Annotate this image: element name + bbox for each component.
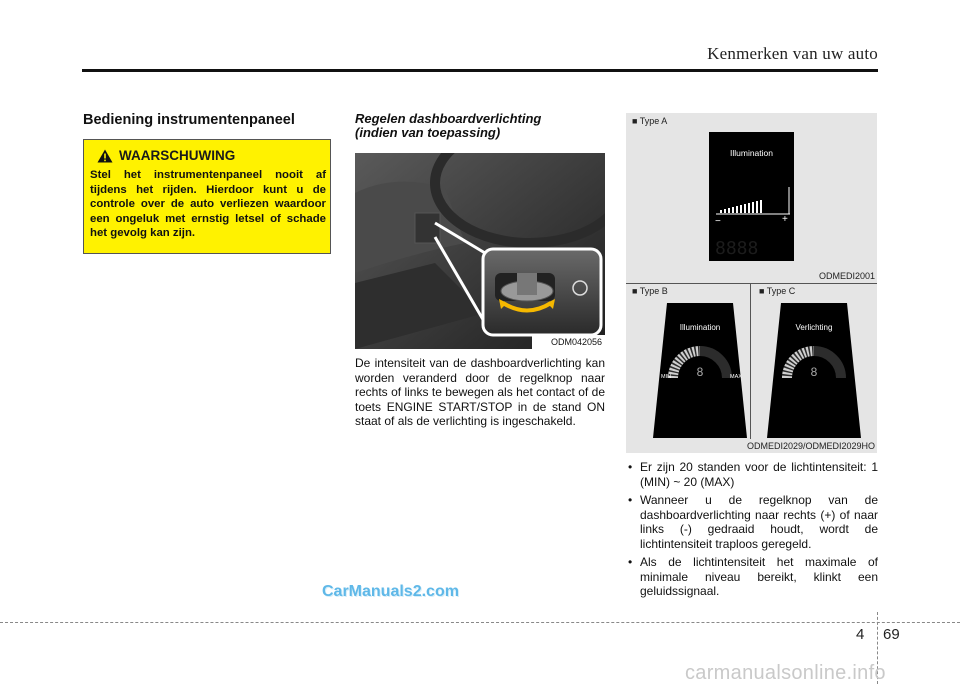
display-b-min: MIN <box>661 374 672 380</box>
dashboard-photo <box>355 153 605 349</box>
type-illustrations-panel <box>626 113 877 453</box>
bullet-list <box>626 460 878 603</box>
warning-heading <box>97 148 235 163</box>
header-rule <box>82 69 878 72</box>
type-b-label: ■ Type B <box>632 286 668 296</box>
subsection-body: De intensiteit van de dashboardverlichting kan worden veranderd door de regelknop naar rechts of links te bewegen als het contact of de toets ENGINE START/STOP in de stand ON staat of als de verlichting is ingeschakeld. <box>355 356 605 429</box>
display-b-label: Illumination <box>679 323 721 332</box>
type-a-label: ■ Type A <box>632 116 668 126</box>
subsection-title-line2: (indien van toepassing) <box>355 125 501 140</box>
display-type-b <box>653 303 747 438</box>
display-type-a <box>709 132 794 261</box>
list-item: • Wanneer u de regelknop van de dashboardverlichting naar rechts (+) of naar links (-) gedraaid houdt, wordt de lichtintensiteit traploos geregeld. <box>626 493 878 551</box>
digit-background-icon <box>715 236 789 258</box>
page-number: 69 <box>883 626 900 643</box>
warning-title: WAARSCHUWING <box>119 148 236 163</box>
warning-text: Stel het instrumentenpaneel nooit af tijdens het rijden. Hierdoor kunt u de controle over de auto verliezen waardoor een ongeluk met ernstig letsel of schade het gevolg kan zijn. <box>90 169 326 240</box>
watermark-link[interactable]: CarManuals2.com <box>322 583 459 600</box>
footer-url-link[interactable]: carmanualsonline.info <box>685 662 886 684</box>
display-c-label: Verlichting <box>795 323 833 332</box>
display-type-c <box>767 303 861 438</box>
warning-box <box>83 139 331 254</box>
list-item: • Als de lichtintensiteit het maximale of minimale niveau bereikt, klinkt een geluidssignaal. <box>626 555 878 599</box>
type-bc-caption: ODMEDI2029/ODMEDI2029HO <box>746 441 875 451</box>
dashboard-illustration <box>355 153 605 349</box>
display-b-max: MAX <box>730 374 742 380</box>
warning-triangle-icon <box>97 149 113 163</box>
type-a-caption: ODMEDI2001 <box>818 271 875 281</box>
panel-vertical-divider <box>750 284 751 439</box>
display-a-plus: + <box>782 214 788 225</box>
display-a-label: Illumination <box>730 148 773 158</box>
photo-caption: ODM042056 <box>532 335 605 349</box>
type-c-label: ■ Type C <box>759 286 796 296</box>
chapter-number: 4 <box>856 626 865 643</box>
display-a-minus: − <box>715 216 721 227</box>
section-title: Bediening instrumentenpaneel <box>83 112 295 128</box>
display-b-value: 8 <box>696 365 704 379</box>
svg-text:8888: 8888 <box>715 238 759 258</box>
display-c-value: 8 <box>810 365 818 379</box>
subsection-title-line1: Regelen dashboardverlichting <box>355 111 542 126</box>
panel-divider <box>626 283 877 284</box>
footer-dashed-rule <box>0 622 960 623</box>
illumination-bar-graph-a <box>714 182 792 232</box>
list-item: • Er zijn 20 standen voor de lichtintensiteit: 1 (MIN) ~ 20 (MAX) <box>626 460 878 489</box>
subsection-title <box>355 112 607 140</box>
header-title: Kenmerken van uw auto <box>707 44 878 63</box>
